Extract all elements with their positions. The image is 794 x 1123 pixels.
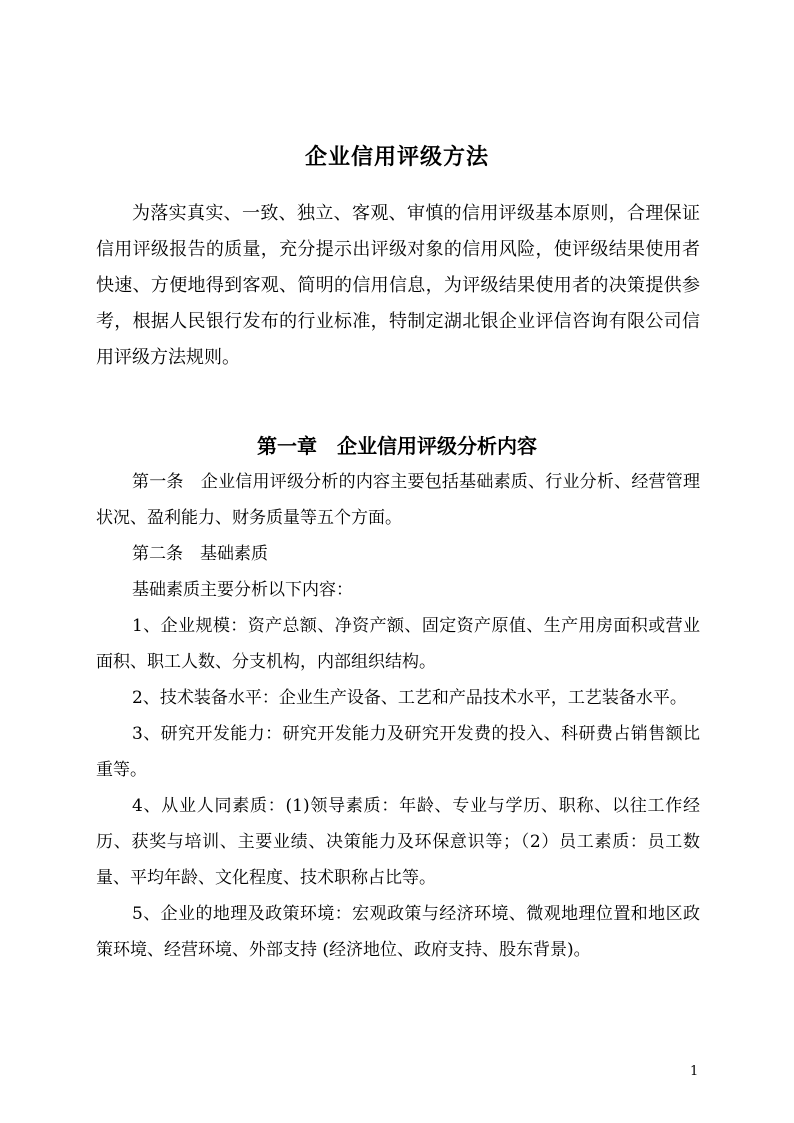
page-number: 1 — [690, 1064, 699, 1079]
item-geographic-policy-environment: 5、企业的地理及政策环境：宏观政策与经济环境、微观地理位置和地区政策环境、经营环境、外部支持 (经济地位、政府支持、股东背景)。 — [96, 904, 700, 960]
document-title: 企业信用评级方法 — [304, 145, 489, 170]
chapter-title: 第一章 企业信用评级分析内容 — [257, 434, 537, 458]
item-rd-capability: 3、研究开发能力：研究开发能力及研究开发费的投入、科研费占销售额比重等。 — [96, 724, 700, 780]
item-enterprise-scale: 1、企业规模：资产总额、净资产额、固定资产原值、生产用房面积或营业面积、职工人数、分支机构，内部组织结构。 — [96, 616, 700, 672]
article-1-paragraph: 第一条 企业信用评级分析的内容主要包括基础素质、行业分析、经营管理状况、盈利能力、财务质量等五个方面。 — [96, 472, 700, 528]
item-staff-quality: 4、从业人同素质：(1)领导素质：年龄、专业与学历、职称、以往工作经历、获奖与培训、主要业绩、决策能力及环保意识等；（2）员工素质：员工数量、平均年龄、文化程度、技术职称占比等。 — [96, 796, 700, 888]
chapter-body — [96, 464, 700, 968]
intro-paragraph: 为落实真实、一致、独立、客观、审慎的信用评级基本原则，合理保证信用评级报告的质量，充分提示出评级对象的信用风险，使评级结果使用者快速、方便地得到客观、简明的信用信息，为评级结果使用者的决策提供参考，根据人民银行发布的行业标准，特制定湖北银企业评信咨询有限公司信用评级方法规则。 — [96, 203, 700, 368]
article-2-heading: 第二条 基础素质 — [132, 544, 268, 564]
basic-quality-intro: 基础素质主要分析以下内容： — [132, 580, 353, 600]
item-technical-equipment: 2、技术装备水平：企业生产设备、工艺和产品技术水平，工艺装备水平。 — [132, 688, 687, 708]
